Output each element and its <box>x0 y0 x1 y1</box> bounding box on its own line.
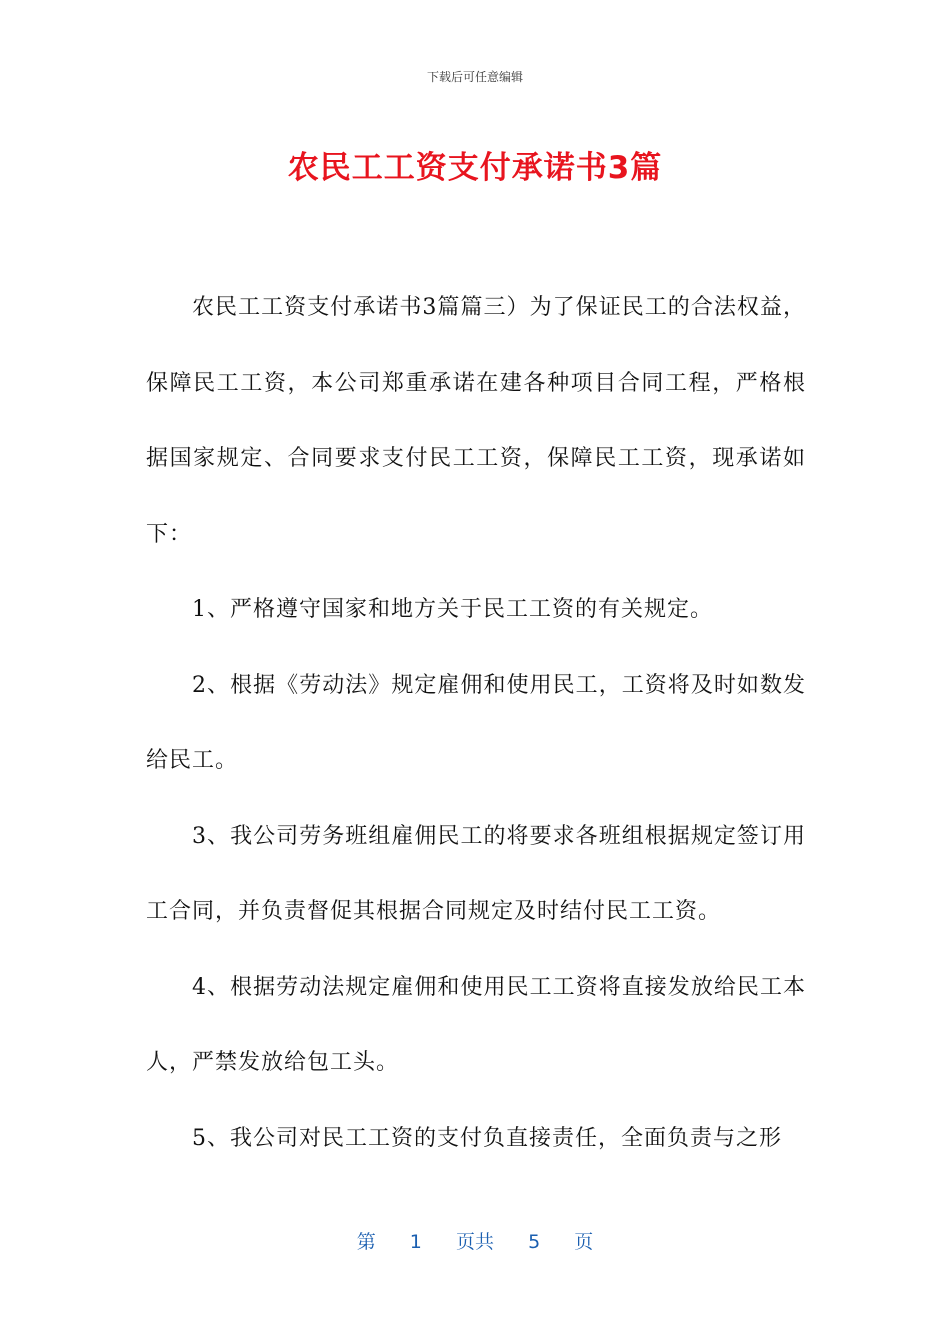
paragraph-item-4: 4、根据劳动法规定雇佣和使用民工工资将直接发放给民工本人，严禁发放给包工头。 <box>146 974 806 1075</box>
footer-current-page: 1 <box>409 1231 422 1253</box>
page-footer <box>0 1227 950 1254</box>
header-note: 下载后可任意编辑 <box>426 70 523 84</box>
footer-total-pages: 5 <box>528 1231 541 1253</box>
document-title: 农民工工资支付承诺书3篇 <box>287 150 663 186</box>
footer-prefix: 第 <box>356 1231 376 1253</box>
paragraph-intro: 农民工工资支付承诺书3篇篇三）为了保证民工的合法权益，保障民工工资，本公司郑重承诺在建各种项目合同工程，严格根据国家规定、合同要求支付民工工资，保障民工工资，现承诺如下： <box>146 295 806 547</box>
paragraph-item-5: 5、我公司对民工工资的支付负直接责任，全面负责与之形 <box>192 1125 782 1151</box>
paragraph-item-2: 2、根据《劳动法》规定雇佣和使用民工，工资将及时如数发给民工。 <box>146 672 806 773</box>
footer-suffix: 页 <box>574 1231 594 1253</box>
document-body <box>146 270 806 1176</box>
footer-middle: 页共 <box>455 1231 494 1253</box>
paragraph-item-1: 1、严格遵守国家和地方关于民工工资的有关规定。 <box>192 597 713 622</box>
paragraph-item-3: 3、我公司劳务班组雇佣民工的将要求各班组根据规定签订用工合同，并负责督促其根据合同规定及时结付民工工资。 <box>146 823 806 924</box>
